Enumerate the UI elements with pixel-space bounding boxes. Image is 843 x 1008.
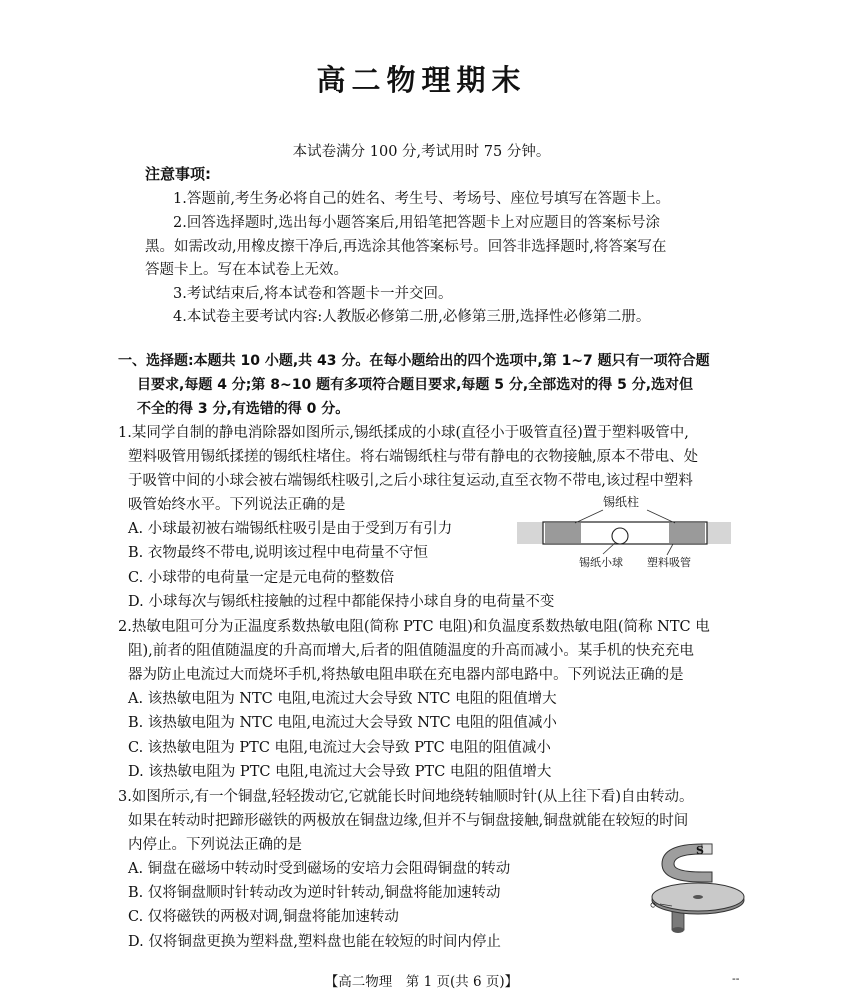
- question-2-stem: 器为防止电流过大而烧坏手机,将热敏电阻串联在充电器内部电路中。下列说法正确的是: [128, 667, 684, 683]
- question-2-option-b: B. 该热敏电阻为 NTC 电阻,电流过大会导致 NTC 电阻的阻值减小: [128, 715, 557, 731]
- notes-line: 3.考试结束后,将本试卷和答题卡一并交回。: [173, 286, 453, 302]
- label-tin-ball: 锡纸小球: [579, 556, 623, 569]
- question-1-option-d: D. 小球每次与锡纸柱接触的过程中都能保持小球自身的电荷量不变: [128, 594, 555, 610]
- notes-line: 4.本试卷主要考试内容:人教版必修第二册,必修第三册,选择性必修第二册。: [173, 309, 651, 325]
- notes-line: 黑。如需改动,用橡皮擦干净后,再选涂其他答案标号。回答非选择题时,将答案写在: [145, 239, 667, 255]
- svg-text:⟳: ⟳: [650, 901, 658, 911]
- question-3-option-d: D. 仅将铜盘更换为塑料盘,塑料盘也能在较短的时间内停止: [128, 934, 501, 950]
- question-2-option-d: D. 该热敏电阻为 PTC 电阻,电流过大会导致 PTC 电阻的阻值增大: [128, 764, 552, 780]
- notes-line: 答题卡上。写在本试卷上无效。: [145, 262, 348, 278]
- notes-heading: 注意事项:: [145, 165, 211, 183]
- question-3-option-b: B. 仅将铜盘顺时针转动改为逆时针转动,铜盘将能加速转动: [128, 885, 501, 901]
- section-instructions: 目要求,每题 4 分;第 8~10 题有多项符合题目要求,每题 5 分,全部选对的得 5 分,选对但: [137, 377, 694, 393]
- page-footer: 【高二物理 第 1 页(共 6 页)】: [324, 974, 519, 990]
- question-2-stem: 2.热敏电阻可分为正温度系数热敏电阻(简称 PTC 电阻)和负温度系数热敏电阻(简称 NTC 电: [118, 619, 710, 635]
- question-3-stem: 内停止。下列说法正确的是: [128, 837, 302, 853]
- question-3-stem: 3.如图所示,有一个铜盘,轻轻拨动它,它就能长时间地绕转轴顺时针(从上往下看)自由转动。: [118, 789, 694, 805]
- static-eliminator-figure: [515, 492, 735, 574]
- question-3-option-c: C. 仅将磁铁的两极对调,铜盘将能加速转动: [128, 909, 399, 925]
- label-plastic-tube: 塑料吸管: [647, 556, 691, 569]
- left-tin-column: [545, 523, 581, 543]
- notes-line: 2.回答选择题时,选出每小题答案后,用铅笔把答题卡上对应题目的答案标号涂: [173, 215, 661, 231]
- magnet-pole-s-label: S: [696, 844, 704, 857]
- right-tin-column: [669, 523, 705, 543]
- question-3-option-a: A. 铜盘在磁场中转动时受到磁场的安培力会阻碍铜盘的转动: [128, 861, 511, 877]
- exam-info: 本试卷满分 100 分,考试用时 75 分钟。: [292, 144, 551, 160]
- question-2-option-c: C. 该热敏电阻为 PTC 电阻,电流过大会导致 PTC 电阻的阻值减小: [128, 740, 551, 756]
- question-1-option-a: A. 小球最初被右端锡纸柱吸引是由于受到万有引力: [128, 521, 453, 537]
- section-instructions: 不全的得 3 分,有选错的得 0 分。: [137, 401, 350, 417]
- question-1-option-b: B. 衣物最终不带电,说明该过程中电荷量不守恒: [128, 545, 428, 561]
- question-1-stem: 于吸管中间的小球会被右端锡纸柱吸引,之后小球往复运动,直至衣物不带电,该过程中塑料: [128, 473, 693, 489]
- question-2-option-a: A. 该热敏电阻为 NTC 电阻,电流过大会导致 NTC 电阻的阻值增大: [128, 691, 557, 707]
- corner-mark: --: [732, 972, 740, 985]
- label-tin-column: 锡纸柱: [603, 495, 640, 509]
- copper-disk-figure: [640, 836, 750, 942]
- question-1-stem: 塑料吸管用锡纸揉搓的锡纸柱堵住。将右端锡纸柱与带有静电的衣物接触,原本不带电、处: [128, 449, 699, 465]
- page-title: 高二物理期末: [316, 63, 527, 97]
- question-1-stem: 1.某同学自制的静电消除器如图所示,锡纸揉成的小球(直径小于吸管直径)置于塑料吸管中,: [118, 425, 689, 441]
- question-1-option-c: C. 小球带的电荷量一定是元电荷的整数倍: [128, 570, 395, 586]
- question-3-stem: 如果在转动时把蹄形磁铁的两极放在铜盘边缘,但并不与铜盘接触,铜盘就能在较短的时间: [128, 813, 689, 829]
- tin-ball: [612, 528, 628, 544]
- section-instructions: 一、选择题:本题共 10 小题,共 43 分。在每小题给出的四个选项中,第 1~7 题只有一项符合题: [118, 353, 710, 369]
- question-2-stem: 阻),前者的阻值随温度的升高而增大,后者的阻值随温度的升高而减小。某手机的快充充电: [128, 643, 694, 659]
- question-1-stem: 吸管始终水平。下列说法正确的是: [128, 497, 346, 513]
- notes-line: 1.答题前,考生务必将自己的姓名、考生号、考场号、座位号填写在答题卡上。: [173, 191, 670, 207]
